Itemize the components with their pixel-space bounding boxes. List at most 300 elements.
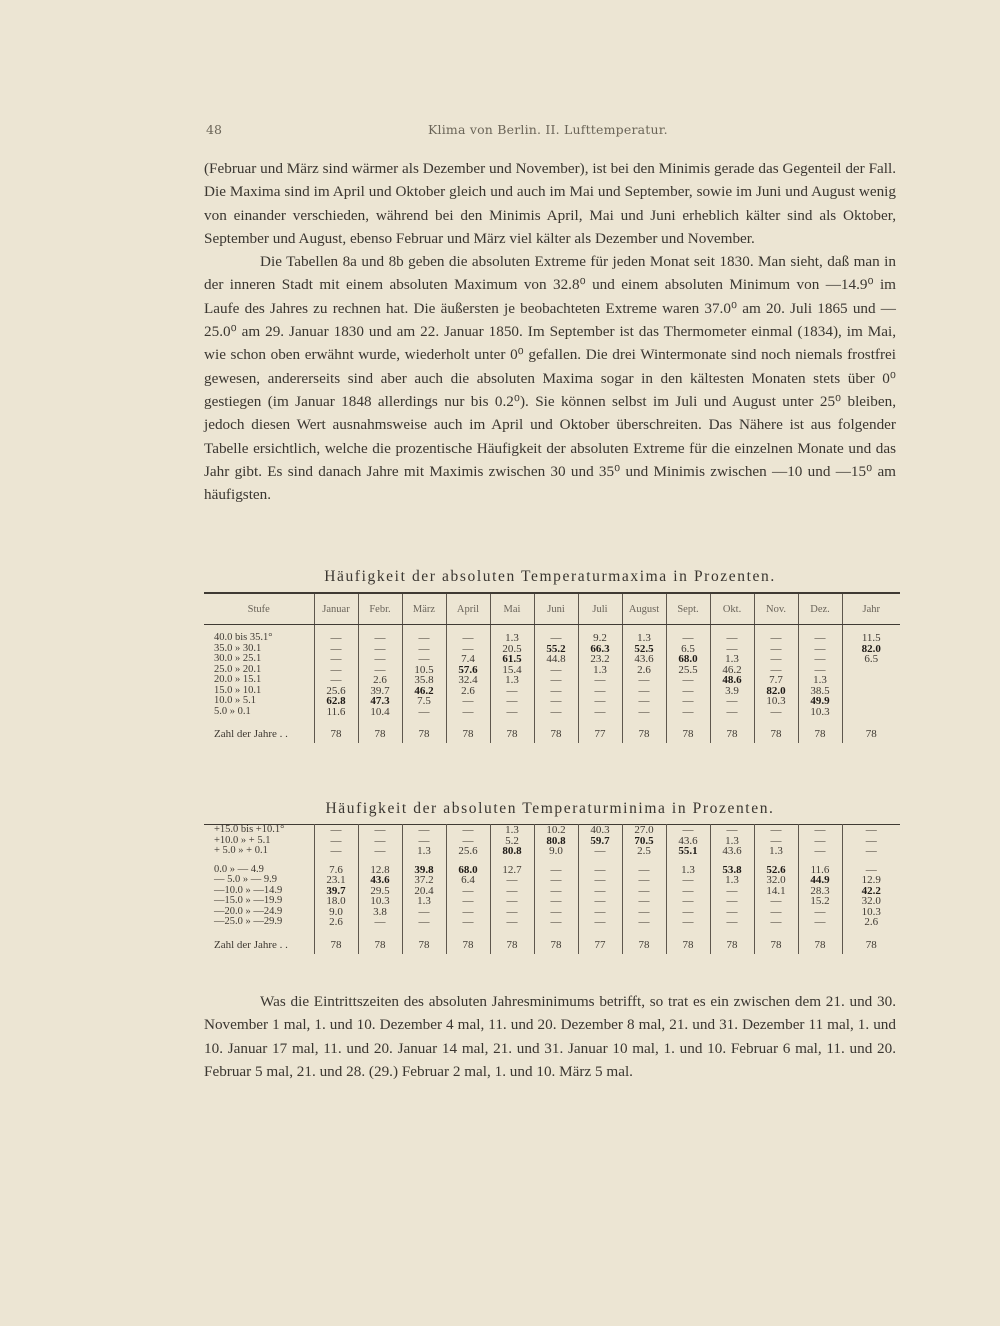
table-cell: —	[402, 836, 446, 847]
table-cell: 1.3	[710, 654, 754, 665]
spacer-cell	[204, 717, 314, 725]
column-header: Juni	[534, 593, 578, 625]
table-cell: 52.6	[754, 865, 798, 876]
table-cell: —	[578, 696, 622, 707]
table-cell: —	[666, 875, 710, 886]
table-cell: —	[622, 865, 666, 876]
table-cell: 10.3	[358, 896, 402, 907]
table-cell: —	[666, 896, 710, 907]
table-cell: —	[402, 633, 446, 644]
row-label: +10.0 » + 5.1	[214, 834, 271, 846]
spacer-cell	[754, 717, 798, 725]
row-label: 15.0 » 10.1	[214, 684, 262, 696]
table-cell: 11.6	[314, 707, 358, 718]
table-cell	[842, 665, 900, 676]
table-cell: —	[754, 917, 798, 928]
table-cell: 1.3	[622, 633, 666, 644]
table-cell: 14.1	[754, 886, 798, 897]
spacer-cell	[490, 928, 534, 936]
table-cell: —	[578, 875, 622, 886]
paragraph-3: Was die Eintrittszeiten des absoluten Jahresminimums betrifft, so trat es ein zwischen dem 21. und 30. November 1 mal, 1. und 10. Dezember 4 mal, 11. und 20. Dezember 8 mal, 21. und 31. Dezember 11 mal, 1. und 10. Januar 17 mal, 11. und 20. Januar 14 mal, 21. und 31. Januar 10 mal, 1. und 10. Februar 6 mal, 11. und 20. Februar 5 mal, 21. und 28. (29.) Februar 2 mal, 1. und 10. März 5 mal.	[204, 993, 896, 1080]
table-cell: —	[710, 633, 754, 644]
minima-table-title: Häufigkeit der absoluten Temperaturminima in Prozenten.	[325, 800, 775, 817]
table-cell: —	[710, 896, 754, 907]
table-cell: —	[754, 825, 798, 836]
column-header: Dez.	[798, 593, 842, 625]
table-cell: 55.2	[534, 644, 578, 655]
spacer-cell	[622, 717, 666, 725]
years-count-cell: 78	[842, 936, 900, 954]
table-cell: —	[798, 665, 842, 676]
table-cell: 6.4	[446, 875, 490, 886]
table-cell: 43.6	[710, 846, 754, 857]
table-cell: 15.2	[798, 896, 842, 907]
table-cell: —	[842, 846, 900, 857]
years-count-cell: 78	[314, 936, 358, 954]
table-cell: 48.6	[710, 675, 754, 686]
table-cell: 1.3	[490, 633, 534, 644]
table-cell: —	[446, 825, 490, 836]
column-header: Febr.	[358, 593, 402, 625]
table-cell: 2.5	[622, 846, 666, 857]
spacer-cell	[402, 928, 446, 936]
table-cell: —	[666, 633, 710, 644]
table-cell: —	[534, 633, 578, 644]
table-cell: 39.8	[402, 865, 446, 876]
table-cell: —	[314, 644, 358, 655]
table-cell: 2.6	[314, 917, 358, 928]
spacer-cell	[842, 717, 900, 725]
table-cell: 39.7	[358, 686, 402, 697]
table-cell: 55.1	[666, 846, 710, 857]
spacer-cell	[314, 717, 358, 725]
table-cell: —	[490, 696, 534, 707]
table-cell: 1.3	[710, 836, 754, 847]
spacer-cell	[710, 717, 754, 725]
table-cell: —	[490, 707, 534, 718]
table-cell: —	[666, 686, 710, 697]
table-cell: 6.5	[666, 644, 710, 655]
table-cell: —	[446, 696, 490, 707]
table-cell: 82.0	[842, 644, 900, 655]
spacer-cell	[578, 928, 622, 936]
table-cell: 70.5	[622, 836, 666, 847]
table-cell: 6.5	[842, 654, 900, 665]
table-cell: —	[666, 907, 710, 918]
table-cell: —	[710, 907, 754, 918]
row-label: — 5.0 » — 9.9	[214, 874, 277, 885]
table-cell: 2.6	[358, 675, 402, 686]
table-cell: 1.3	[578, 665, 622, 676]
table-cell: 7.7	[754, 675, 798, 686]
spacer-cell	[534, 717, 578, 725]
years-count-cell: 78	[666, 725, 710, 743]
table-cell: —	[534, 665, 578, 676]
table-cell: 82.0	[754, 686, 798, 697]
table-cell: —	[666, 886, 710, 897]
table-cell: —	[710, 917, 754, 928]
table-cell: —	[666, 825, 710, 836]
table-cell: —	[358, 644, 402, 655]
row-spacer	[204, 928, 900, 936]
table-cell: 23.1	[314, 875, 358, 886]
table-cell: 57.6	[446, 665, 490, 676]
table-cell: 7.5	[402, 696, 446, 707]
table-row	[204, 633, 900, 644]
table-cell: —	[578, 675, 622, 686]
table-cell: 39.7	[314, 886, 358, 897]
table-cell: 40.3	[578, 825, 622, 836]
table-cell: —	[446, 886, 490, 897]
table-cell: —	[402, 907, 446, 918]
spacer-cell	[204, 928, 314, 936]
table-cell: —	[534, 875, 578, 886]
table-cell: 44.8	[534, 654, 578, 665]
table-cell: —	[490, 686, 534, 697]
table-cell: —	[402, 825, 446, 836]
spacer-cell	[622, 928, 666, 936]
table-cell: —	[754, 896, 798, 907]
running-title: Klima von Berlin. II. Lufttemperatur.	[428, 122, 668, 137]
table-cell: —	[842, 825, 900, 836]
spacer-cell	[490, 717, 534, 725]
table-cell: —	[402, 654, 446, 665]
page-header	[206, 122, 900, 140]
table-cell: —	[798, 846, 842, 857]
table-cell: —	[622, 696, 666, 707]
table-cell: —	[578, 886, 622, 897]
years-count-cell: 78	[446, 725, 490, 743]
spacer-cell	[446, 717, 490, 725]
table-cell: —	[578, 865, 622, 876]
years-count-cell: 78	[446, 936, 490, 954]
table-row	[204, 896, 900, 907]
table-cell: —	[490, 886, 534, 897]
years-count-cell: 78	[842, 725, 900, 743]
table-cell: 44.9	[798, 875, 842, 886]
maxima-table	[204, 592, 896, 743]
years-count-row	[204, 936, 900, 954]
table-cell: 1.3	[754, 846, 798, 857]
table-cell: 1.3	[402, 846, 446, 857]
table-cell: —	[358, 917, 402, 928]
table-cell: 68.0	[446, 865, 490, 876]
spacer-cell	[358, 928, 402, 936]
table-cell	[842, 675, 900, 686]
years-count-cell: 78	[402, 936, 446, 954]
table-cell: 46.2	[402, 686, 446, 697]
table-cell: —	[578, 846, 622, 857]
spacer-cell	[798, 717, 842, 725]
table-cell: —	[534, 686, 578, 697]
spacer-cell	[358, 717, 402, 725]
table-cell: —	[534, 707, 578, 718]
years-count-cell: 78	[358, 725, 402, 743]
maxima-table-title: Häufigkeit der absoluten Temperaturmaxima in Prozenten.	[324, 568, 776, 585]
table-cell: —	[446, 836, 490, 847]
table-cell: 10.5	[402, 665, 446, 676]
table-cell: —	[358, 633, 402, 644]
column-header: Okt.	[710, 593, 754, 625]
row-label: Zahl der Jahre . .	[214, 938, 288, 951]
row-label: 35.0 » 30.1	[214, 642, 262, 654]
table-cell: —	[314, 836, 358, 847]
table-cell: —	[534, 675, 578, 686]
row-label: —15.0 » —19.9	[214, 895, 283, 906]
table-cell: 32.0	[842, 896, 900, 907]
table-cell: 20.4	[402, 886, 446, 897]
table-cell: —	[358, 825, 402, 836]
table-cell: —	[314, 654, 358, 665]
table-cell: 66.3	[578, 644, 622, 655]
years-count-cell: 77	[578, 725, 622, 743]
table-cell: —	[798, 825, 842, 836]
years-count-cell: 78	[710, 725, 754, 743]
table-cell: 43.6	[358, 875, 402, 886]
table-cell: 68.0	[666, 654, 710, 665]
table-cell: —	[446, 633, 490, 644]
table-cell: —	[622, 707, 666, 718]
table-cell: 46.2	[710, 665, 754, 676]
years-count-row	[204, 725, 900, 743]
table-cell: —	[622, 907, 666, 918]
spacer-cell	[314, 928, 358, 936]
years-count-cell: 78	[314, 725, 358, 743]
table-cell: 32.0	[754, 875, 798, 886]
table-cell: 53.8	[710, 865, 754, 876]
table-cell: —	[490, 875, 534, 886]
column-header: Nov.	[754, 593, 798, 625]
table-row	[204, 675, 900, 686]
column-header: Jahr	[842, 593, 900, 625]
body-text-bottom	[204, 990, 896, 1083]
table-cell: —	[666, 696, 710, 707]
row-label: —25.0 » —29.9	[214, 916, 283, 927]
column-header: Januar	[314, 593, 358, 625]
table-cell: —	[534, 865, 578, 876]
table-cell: 7.4	[446, 654, 490, 665]
table-row	[204, 825, 900, 836]
table-cell: 7.6	[314, 865, 358, 876]
table-cell: —	[754, 654, 798, 665]
paragraph-1: (Februar und März sind wärmer als Dezember und November), ist bei den Minimis gerade das Gegenteil der Fall. Die Maxima sind im April und Oktober gleich und auch im Mai und September, sowie im Juni und August wenig von einander verschieden, während bei den Minimis April, Mai und Juni erheblich kälter sind als Oktober, September und August, ebenso Februar und März viel kälter als Dezember und November.	[204, 160, 896, 247]
row-label: 0.0 » — 4.9	[214, 863, 264, 875]
table-cell: 28.3	[798, 886, 842, 897]
table-cell: —	[358, 846, 402, 857]
spacer-cell	[666, 717, 710, 725]
table-cell: 10.4	[358, 707, 402, 718]
column-header: Mai	[490, 593, 534, 625]
years-count-cell: 78	[358, 936, 402, 954]
table-cell: 10.2	[534, 825, 578, 836]
years-count-cell: 78	[490, 725, 534, 743]
table-cell: 23.2	[578, 654, 622, 665]
table-cell: 10.3	[842, 907, 900, 918]
table-row	[204, 846, 900, 857]
spacer-cell	[534, 928, 578, 936]
table-cell: —	[314, 665, 358, 676]
table-cell: —	[534, 696, 578, 707]
spacer-cell	[798, 928, 842, 936]
table-cell: 3.9	[710, 686, 754, 697]
years-count-cell: 78	[754, 725, 798, 743]
table-cell: —	[314, 633, 358, 644]
table-cell: 61.5	[490, 654, 534, 665]
table-cell: —	[358, 836, 402, 847]
minima-body	[204, 825, 900, 954]
table-cell: 62.8	[314, 696, 358, 707]
table-cell: —	[754, 644, 798, 655]
spacer-cell	[754, 928, 798, 936]
table-cell	[842, 686, 900, 697]
row-label: —10.0 » —14.9	[214, 884, 283, 896]
row-label: 5.0 » 0.1	[214, 705, 251, 717]
table-cell: —	[446, 707, 490, 718]
table-cell: 15.4	[490, 665, 534, 676]
table-cell: 27.0	[622, 825, 666, 836]
body-text-top	[204, 157, 896, 506]
maxima-body	[204, 625, 900, 744]
table-cell: —	[798, 836, 842, 847]
column-header: August	[622, 593, 666, 625]
spacer-cell	[666, 928, 710, 936]
years-count-cell: 78	[798, 725, 842, 743]
table-cell: —	[666, 917, 710, 928]
table-cell: —	[534, 896, 578, 907]
row-label: 25.0 » 20.1	[214, 663, 262, 675]
row-spacer	[204, 717, 900, 725]
spacer-cell	[710, 928, 754, 936]
table-cell: 1.3	[490, 825, 534, 836]
page-number: 48	[206, 122, 222, 137]
years-count-cell: 78	[534, 936, 578, 954]
table-cell: —	[754, 707, 798, 718]
table-cell: —	[402, 917, 446, 928]
table-cell: —	[578, 707, 622, 718]
row-label: 30.0 » 25.1	[214, 653, 262, 664]
table-cell: 12.8	[358, 865, 402, 876]
table-cell: —	[402, 707, 446, 718]
table-cell: 42.2	[842, 886, 900, 897]
table-cell	[842, 696, 900, 707]
table-cell: 59.7	[578, 836, 622, 847]
table-cell: —	[490, 896, 534, 907]
row-label: —20.0 » —24.9	[214, 905, 283, 917]
table-cell: 2.6	[622, 665, 666, 676]
table-cell: —	[622, 896, 666, 907]
table-cell: 29.5	[358, 886, 402, 897]
table-cell: —	[622, 917, 666, 928]
column-header: April	[446, 593, 490, 625]
table-cell: —	[622, 675, 666, 686]
table-cell: 43.6	[622, 654, 666, 665]
years-count-cell: 78	[622, 936, 666, 954]
table-cell: —	[842, 836, 900, 847]
table-cell: 52.5	[622, 644, 666, 655]
spacer-cell	[842, 928, 900, 936]
table-cell: —	[710, 886, 754, 897]
row-label: 20.0 » 15.1	[214, 674, 262, 685]
table-cell: —	[578, 686, 622, 697]
table-cell: —	[490, 907, 534, 918]
row-label: +15.0 bis +10.1°	[214, 824, 285, 835]
table-cell: 10.3	[754, 696, 798, 707]
table-cell: —	[622, 886, 666, 897]
row-label: Zahl der Jahre . .	[214, 728, 288, 740]
table-cell: 1.3	[710, 875, 754, 886]
table-cell: —	[842, 865, 900, 876]
table-cell: 25.6	[314, 686, 358, 697]
table-cell: —	[314, 825, 358, 836]
minima-table	[204, 824, 896, 954]
years-count-cell: 78	[666, 936, 710, 954]
table-cell: 37.2	[402, 875, 446, 886]
table-cell: —	[798, 633, 842, 644]
table-row	[204, 696, 900, 707]
years-count-cell: 77	[578, 936, 622, 954]
table-cell: —	[402, 644, 446, 655]
table-cell: —	[358, 654, 402, 665]
table-cell: 3.8	[358, 907, 402, 918]
table-cell: —	[622, 686, 666, 697]
column-header: Sept.	[666, 593, 710, 625]
table-cell: —	[754, 633, 798, 644]
years-count-cell: 78	[402, 725, 446, 743]
maxima-header-row	[204, 593, 900, 625]
table-cell: 2.6	[446, 686, 490, 697]
table-cell: 20.5	[490, 644, 534, 655]
table-cell: 32.4	[446, 675, 490, 686]
row-label: + 5.0 » + 0.1	[214, 845, 268, 856]
table-cell: 38.5	[798, 686, 842, 697]
table-cell: 9.0	[534, 846, 578, 857]
table-cell: —	[490, 917, 534, 928]
table-cell: 49.9	[798, 696, 842, 707]
column-header: März	[402, 593, 446, 625]
table-cell: 2.6	[842, 917, 900, 928]
table-cell: 1.3	[490, 675, 534, 686]
table-cell: 1.3	[798, 675, 842, 686]
row-label: 40.0 bis 35.1°	[214, 632, 273, 643]
table-row	[204, 917, 900, 928]
paragraph-2: Die Tabellen 8a und 8b geben die absoluten Extreme für jeden Monat seit 1830. Man sieht, daß man in der inneren Stadt mit einem absoluten Maximum von 32.8⁰ und einem absoluten Minimum von —14.9⁰ im Laufe des Jahres zu rechnen hat. Die äußersten je beobachteten Extreme waren 37.0⁰ am 20. Juli 1865 und —25.0⁰ am 29. Januar 1830 und am 22. Januar 1850. Im September ist das Thermometer einmal (1834), im Mai, wie schon oben erwähnt wurde, wiederholt unter 0⁰ gefallen. Die drei Wintermonate sind noch niemals frostfrei gewesen, andererseits sind aber auch die absoluten Maxima sogar in den kältesten Monaten stets über 0⁰ gestiegen (im Januar 1848 allerdings nur bis 0.2⁰). Sie können selbst im Juli und August unter 25⁰ bleiben, jedoch diesen Wert ausnahmsweise auch im April und Oktober überschreiten. Das Nähere ist aus folgender Tabelle ersichtlich, welche die prozentische Häufigkeit der absoluten Extreme für die einzelnen Monate und das Jahr gibt. Es sind danach Jahre mit Maximis zwischen 30 und 35⁰ und Minimis zwischen —10 und —15⁰ am häufigsten.	[204, 253, 896, 504]
years-count-cell: 78	[534, 725, 578, 743]
table-row	[204, 707, 900, 718]
table-cell: —	[314, 675, 358, 686]
table-cell: 18.0	[314, 896, 358, 907]
table-cell: 10.3	[798, 707, 842, 718]
table-row	[204, 654, 900, 665]
table-cell: —	[446, 644, 490, 655]
years-count-cell: 78	[798, 936, 842, 954]
table-cell: —	[710, 644, 754, 655]
row-label: 10.0 » 5.1	[214, 695, 256, 706]
table-cell: —	[710, 696, 754, 707]
table-cell: 80.8	[534, 836, 578, 847]
table-cell: —	[622, 875, 666, 886]
table-cell: —	[666, 707, 710, 718]
spacer-cell	[402, 717, 446, 725]
table-cell: —	[666, 675, 710, 686]
table-cell: —	[710, 707, 754, 718]
table-cell: 5.2	[490, 836, 534, 847]
table-cell: 11.6	[798, 865, 842, 876]
table-cell: —	[798, 644, 842, 655]
table-cell	[842, 707, 900, 718]
table-cell: 47.3	[358, 696, 402, 707]
table-cell: —	[754, 836, 798, 847]
table-cell: 1.3	[666, 865, 710, 876]
